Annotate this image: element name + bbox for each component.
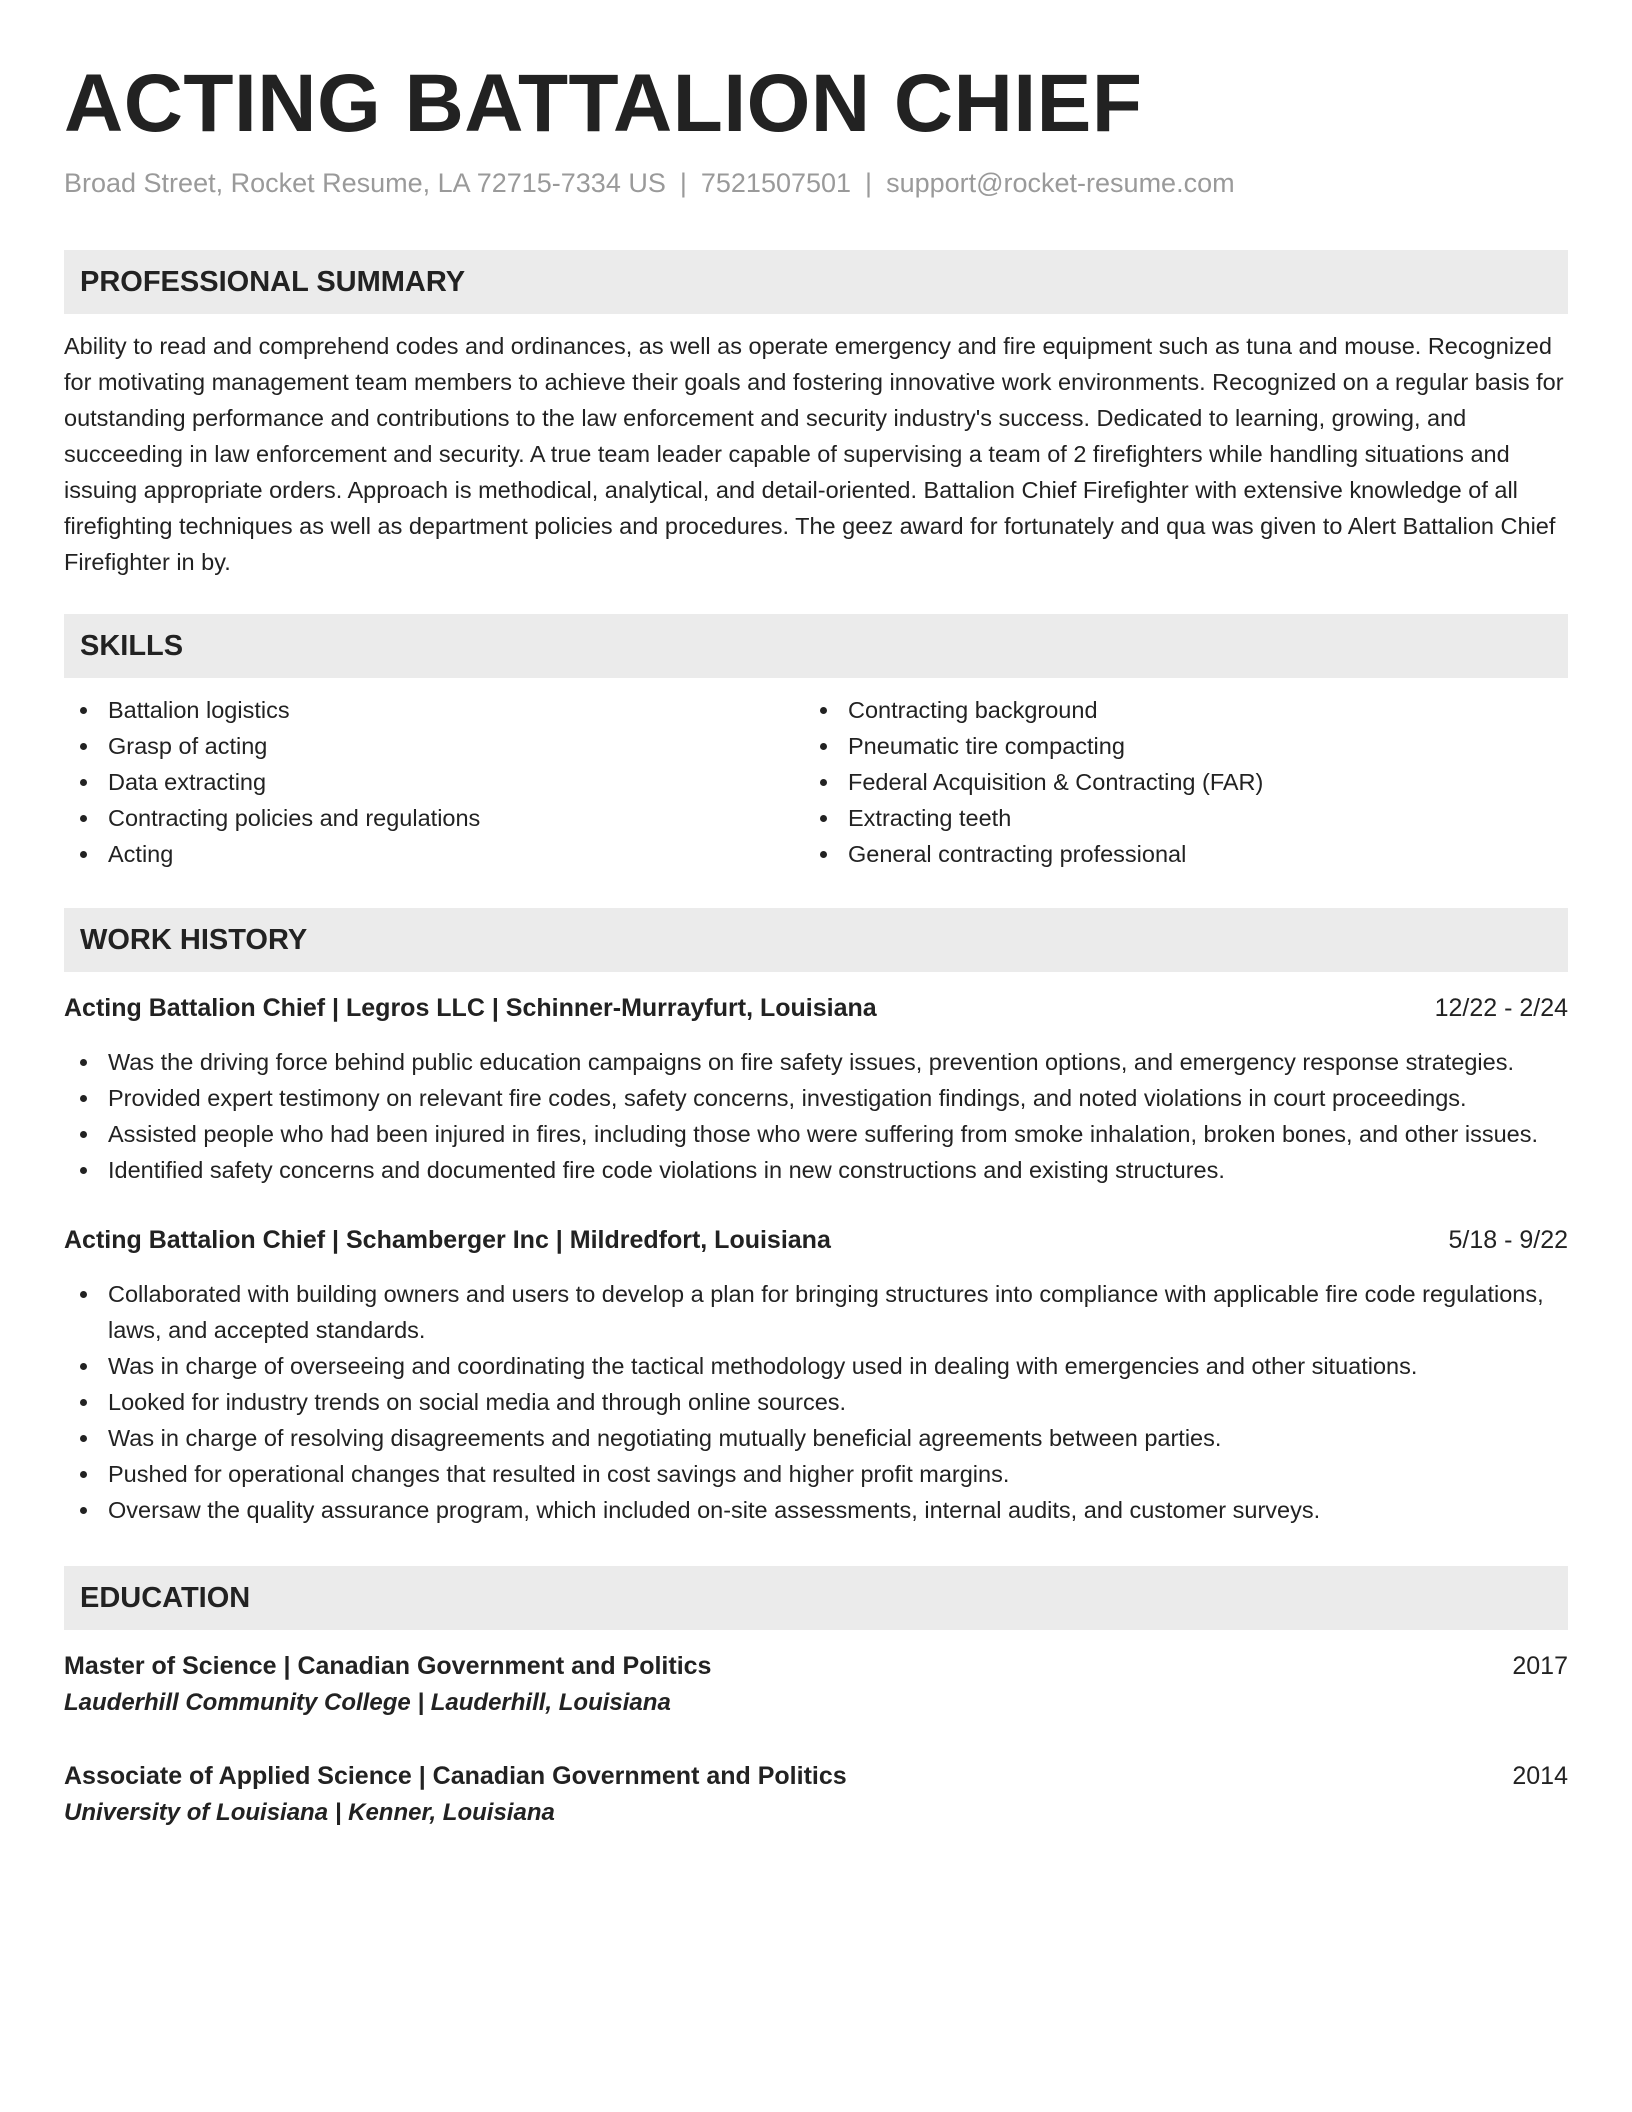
contact-line: [64, 166, 1568, 200]
job-header: [64, 990, 1568, 1026]
contact-separator: |: [865, 168, 873, 198]
contact-address: Broad Street, Rocket Resume, LA 72715-7334 US: [64, 168, 666, 198]
skill-item: Extracting teeth: [804, 800, 1544, 836]
job-bullet: Provided expert testimony on relevant fire codes, safety concerns, investigation findings, and noted violations in court proceedings.: [64, 1080, 1568, 1116]
education-degree: Master of Science | Canadian Government and Politics: [64, 1652, 712, 1680]
skills-column-right: [804, 692, 1544, 872]
education-year: 2014: [1512, 1762, 1568, 1790]
education-header: [64, 1758, 1568, 1794]
job-dates: 5/18 - 9/22: [1448, 1226, 1568, 1254]
job-bullet: Assisted people who had been injured in fires, including those who were suffering from smoke inhalation, broken bones, and other issues.: [64, 1116, 1568, 1152]
skill-item: Data extracting: [64, 764, 804, 800]
education-school: Lauderhill Community College | Lauderhill, Louisiana: [64, 1689, 671, 1716]
section-header-education: EDUCATION: [64, 1566, 1568, 1630]
job-bullet: Oversaw the quality assurance program, which included on-site assessments, internal audits, and customer surveys.: [64, 1492, 1568, 1528]
education-entry: [64, 1648, 1568, 1722]
job-bullet: Looked for industry trends on social media and through online sources.: [64, 1384, 1568, 1420]
contact-phone[interactable]: 7521507501: [700, 168, 852, 198]
job-bullet: Was in charge of resolving disagreements and negotiating mutually beneficial agreements between parties.: [64, 1420, 1568, 1456]
education-degree: Associate of Applied Science | Canadian Government and Politics: [64, 1762, 847, 1790]
skill-item: Acting: [64, 836, 804, 872]
education-year: 2017: [1512, 1652, 1568, 1680]
skill-item: Federal Acquisition & Contracting (FAR): [804, 764, 1544, 800]
section-header-summary: PROFESSIONAL SUMMARY: [64, 250, 1568, 314]
skill-item: Pneumatic tire compacting: [804, 728, 1544, 764]
contact-separator: |: [679, 168, 687, 198]
job-bullet: Pushed for operational changes that resulted in cost savings and higher profit margins.: [64, 1456, 1568, 1492]
job-dates: 12/22 - 2/24: [1434, 994, 1568, 1022]
skill-item: General contracting professional: [804, 836, 1544, 872]
section-header-skills: SKILLS: [64, 614, 1568, 678]
job-title: Acting Battalion Chief | Legros LLC | Schinner-Murrayfurt, Louisiana: [64, 994, 877, 1022]
skill-item: Contracting background: [804, 692, 1544, 728]
education-header: [64, 1648, 1568, 1684]
contact-email[interactable]: support@rocket-resume.com: [886, 168, 1235, 198]
education-entry: [64, 1758, 1568, 1832]
job-entry: [64, 1222, 1568, 1528]
skill-item: Contracting policies and regulations: [64, 800, 804, 836]
job-bullet: Identified safety concerns and documented fire code violations in new constructions and existing structures.: [64, 1152, 1568, 1188]
job-title: Acting Battalion Chief | Schamberger Inc | Mildredfort, Louisiana: [64, 1226, 831, 1254]
education-school: University of Louisiana | Kenner, Louisiana: [64, 1799, 555, 1826]
summary-text: Ability to read and comprehend codes and ordinances, as well as operate emergency and fire equipment such as tuna and mouse. Recognized for motivating management team members to achieve their goals and fostering innovative work environments. Recognized on a regular basis for outstanding performance and contributions to the law enforcement and security industry's success. Dedicated to learning, growing, and succeeding in law enforcement and security. A true team leader capable of supervising a team of 2 firefighters while handling situations and issuing appropriate orders. Approach is methodical, analytical, and detail-oriented. Battalion Chief Firefighter with extensive knowledge of all firefighting techniques as well as department policies and procedures. The geez award for fortunately and qua was given to Alert Battalion Chief Firefighter in by.: [64, 333, 1564, 575]
job-entry: [64, 990, 1568, 1188]
job-bullets: [64, 1276, 1568, 1528]
job-bullet: Was the driving force behind public education campaigns on fire safety issues, prevention options, and emergency response strategies.: [64, 1044, 1568, 1080]
skill-item: Grasp of acting: [64, 728, 804, 764]
skill-item: Battalion logistics: [64, 692, 804, 728]
section-header-work-history: WORK HISTORY: [64, 908, 1568, 972]
job-bullet: Collaborated with building owners and users to develop a plan for bringing structures into compliance with applicable fire code regulations, laws, and accepted standards.: [64, 1276, 1568, 1348]
skills-grid: [64, 692, 1568, 872]
resume-name: ACTING BATTALION CHIEF: [64, 58, 1143, 149]
job-bullet: Was in charge of overseeing and coordinating the tactical methodology used in dealing with emergencies and other situations.: [64, 1348, 1568, 1384]
job-bullets: [64, 1044, 1568, 1188]
skills-column-left: [64, 692, 804, 872]
job-header: [64, 1222, 1568, 1258]
